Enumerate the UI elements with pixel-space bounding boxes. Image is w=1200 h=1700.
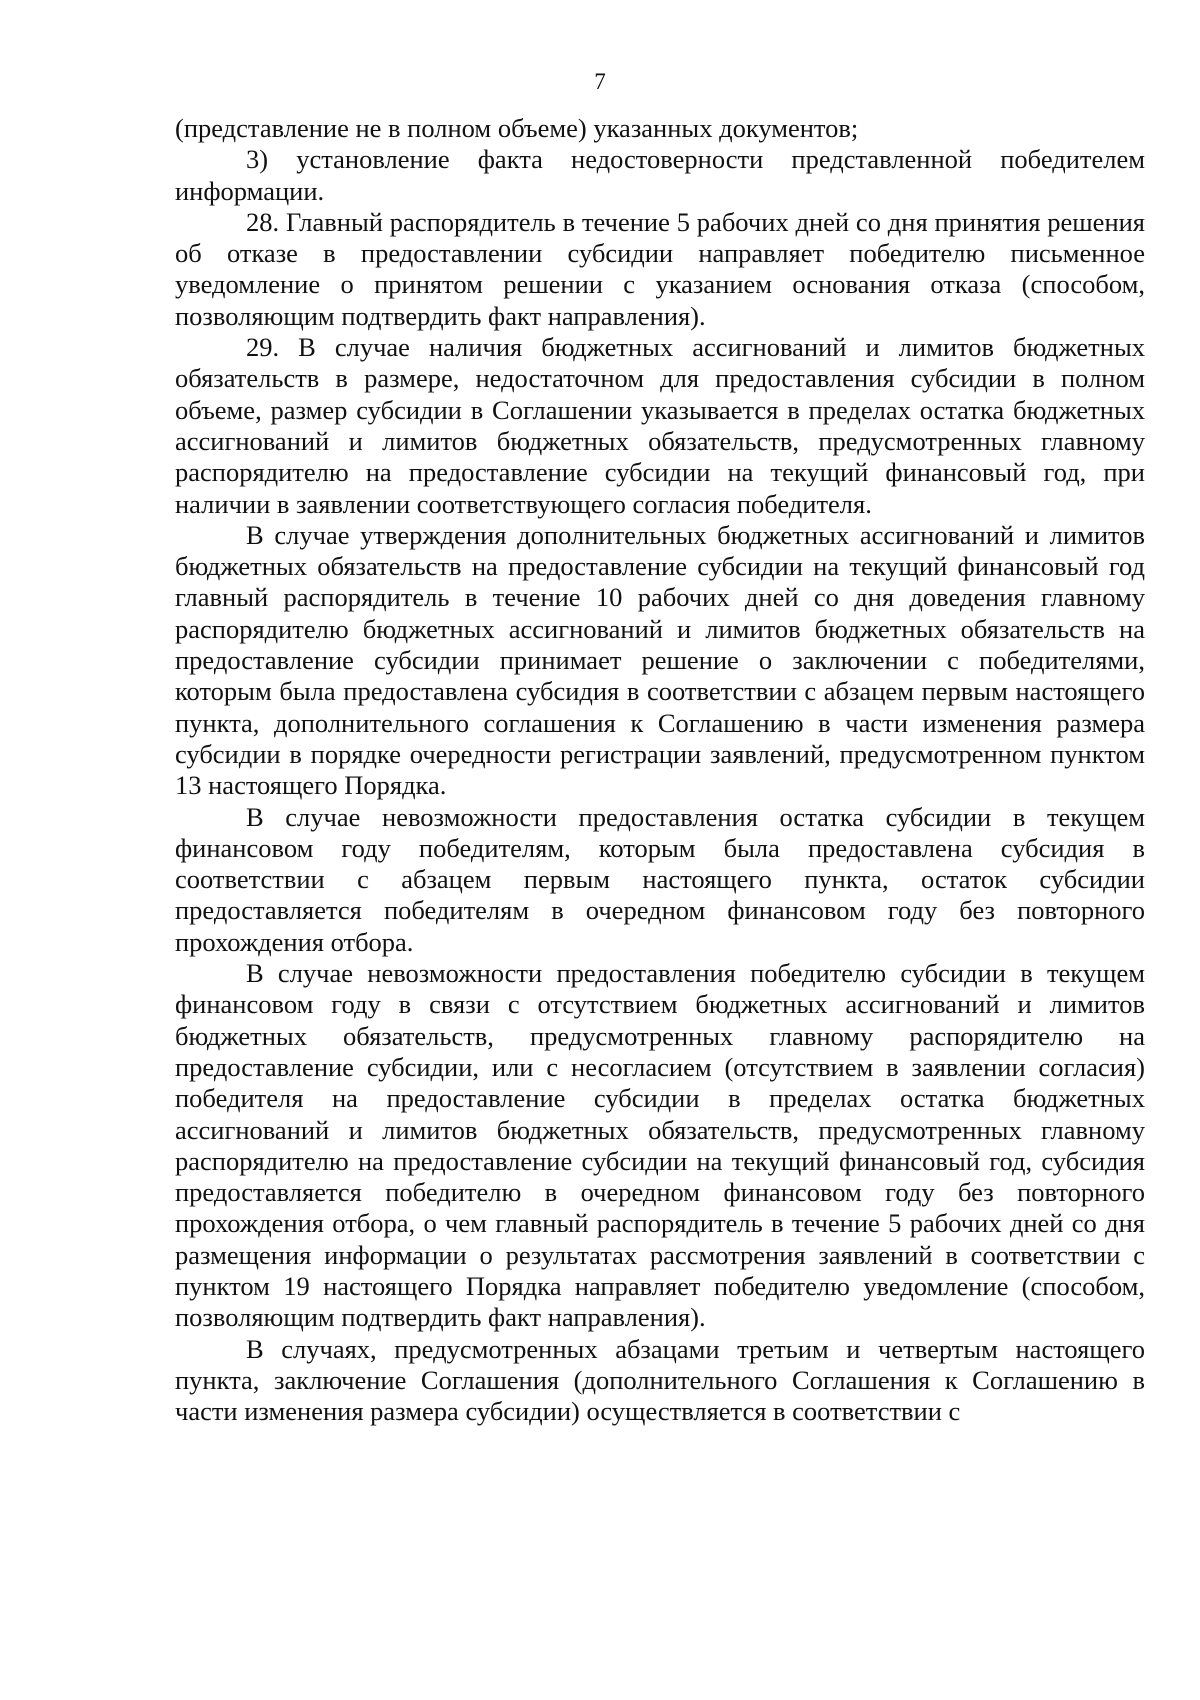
paragraph-clause-29-additional-allocations: В случае утверждения дополнительных бюджетных ассигнований и лимитов бюджетных обязательств на предоставление субсидии на текущий финансовый год главный распорядитель в течение 10 рабочих дней со дня доведения главному распорядителю бюджетных ассигнований и лимитов бюджетных обязательств на предоставление субсидии принимает решение о заключении с победителями, которым была предоставлена субсидия в соответствии с абзацем первым настоящего пункта, дополнительного соглашения к Соглашению в части изменения размера субсидии в порядке очередности регистрации заявлений, предусмотренном пунктом 13 настоящего Порядка. (175, 519, 1145, 801)
paragraph-continuation: (представление не в полном объеме) указанных документов; (175, 113, 859, 143)
paragraph-clause-29-remaining-subsidy: В случае невозможности предоставления остатка субсидии в текущем финансовом году победителям, которым была предоставлена субсидия в соответствии с абзацем первым настоящего пункта, остаток субсидии предоставляется победителям в очередном финансовом году без повторного прохождения отбора. (175, 801, 1145, 957)
page-number: 7 (594, 69, 606, 94)
paragraph-item-3: 3) установление факта недостоверности представленной победителем информации. (175, 144, 1145, 206)
paragraph-clause-29-next-year-subsidy: В случае невозможности предоставления победителю субсидии в текущем финансовом году в связи с отсутствием бюджетных ассигнований и лимитов бюджетных обязательств, предусмотренных главному распорядителю на предоставление субсидии, или с несогласием (отсутствием в заявлении согласия) победителя на предоставление субсидии в пределах остатка бюджетных ассигнований и лимитов бюджетных обязательств, предусмотренных главному распорядителю на предоставление субсидии на текущий финансовый год, субсидия предоставляется победителю в очередном финансовом году без повторного прохождения отбора, о чем главный распорядитель в течение 5 рабочих дней со дня размещения информации о результатах рассмотрения заявлений в соответствии с пунктом 19 настоящего Порядка направляет победителю уведомление (способом, позволяющим подтвердить факт направления). (175, 958, 1145, 1333)
paragraph-clause-28: 28. Главный распорядитель в течение 5 рабочих дней со дня принятия решения об отказе в предоставлении субсидии направляет победителю письменное уведомление о принятом решении с указанием основания отказа (способом, позволяющим подтвердить факт направления). (175, 206, 1145, 331)
document-body (175, 113, 1145, 1427)
paragraph-clause-29: 29. В случае наличия бюджетных ассигнований и лимитов бюджетных обязательств в размере, недостаточном для предоставления субсидии в полном объеме, размер субсидии в Соглашении указывается в пределах остатка бюджетных ассигнований и лимитов бюджетных обязательств, предусмотренных главному распорядителю на предоставление субсидии на текущий финансовый год, при наличии в заявлении соответствующего согласия победителя. (175, 332, 1145, 519)
paragraph-clause-29-agreement-conclusion: В случаях, предусмотренных абзацами третьим и четвертым настоящего пункта, заключение Соглашения (дополнительного Соглашения к Соглашению в части изменения размера субсидии) осуществляется в соответствии с (175, 1333, 1145, 1427)
